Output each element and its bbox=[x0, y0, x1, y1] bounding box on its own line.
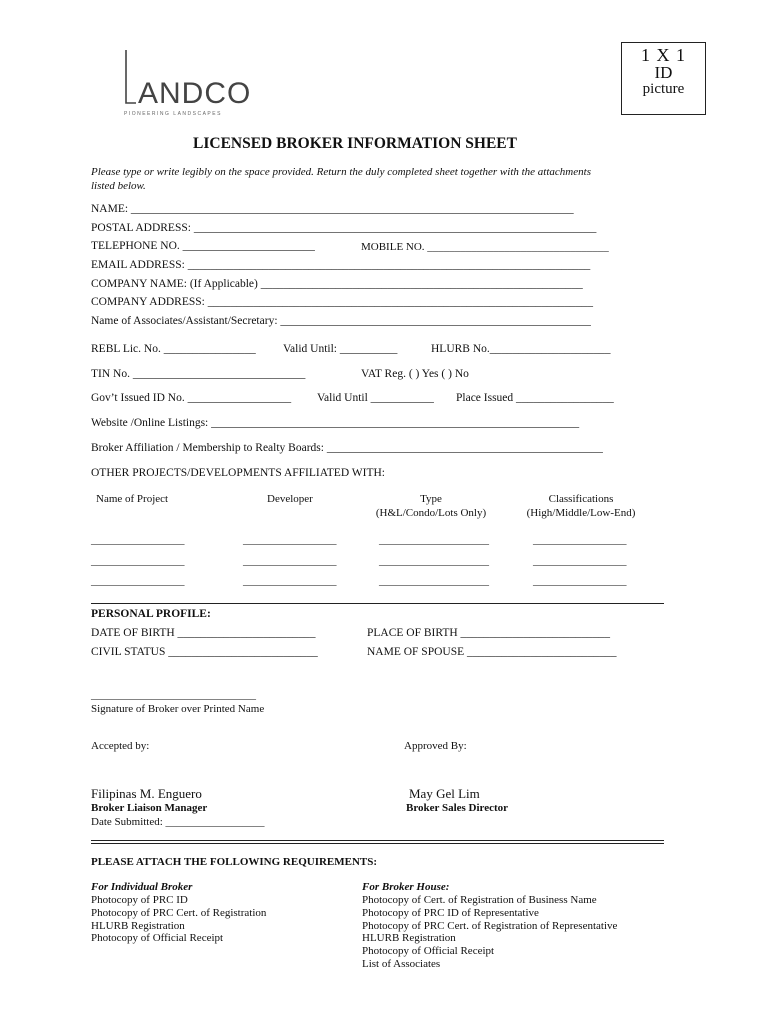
logo-brand-text: ANDCO bbox=[138, 77, 252, 110]
project-row-3-developer[interactable]: _________________ bbox=[243, 575, 337, 587]
col-name-of-project: Name of Project bbox=[96, 493, 169, 505]
id-picture-line1: 1 X 1 bbox=[641, 45, 686, 65]
broker-house-title: For Broker House: bbox=[362, 881, 450, 893]
house-req-4: HLURB Registration bbox=[362, 932, 456, 944]
signature-line[interactable]: ______________________________ bbox=[91, 689, 256, 701]
requirements-divider bbox=[91, 840, 664, 844]
col-type: Type bbox=[420, 493, 442, 505]
requirements-heading: PLEASE ATTACH THE FOLLOWING REQUIREMENTS: bbox=[91, 856, 378, 868]
name-field[interactable]: NAME: _____________________________________________________________________________ bbox=[91, 203, 574, 215]
house-req-5: Photocopy of Official Receipt bbox=[362, 945, 495, 957]
project-row-3-type[interactable]: ____________________ bbox=[379, 575, 489, 587]
logo-tagline-text: PIONEERING LANDSCAPES bbox=[124, 111, 222, 117]
approver-name: May Gel Lim bbox=[409, 786, 480, 801]
accepter-name: Filipinas M. Enguero bbox=[91, 786, 202, 801]
section-divider bbox=[91, 603, 664, 604]
project-row-1-name[interactable]: _________________ bbox=[91, 534, 185, 546]
place-of-birth-field[interactable]: PLACE OF BIRTH __________________________ bbox=[367, 627, 611, 639]
date-of-birth-field[interactable]: DATE OF BIRTH ________________________ bbox=[91, 627, 316, 639]
project-row-1-type[interactable]: ____________________ bbox=[379, 534, 489, 546]
id-picture-line3: picture bbox=[642, 81, 685, 97]
approved-by-label: Approved By: bbox=[404, 740, 467, 752]
website-field[interactable]: Website /Online Listings: ________________________________________________________________ bbox=[91, 417, 580, 429]
signature-label: Signature of Broker over Printed Name bbox=[91, 703, 265, 715]
associates-field[interactable]: Name of Associates/Assistant/Secretary: ______________________________________________________ bbox=[91, 315, 591, 327]
col-developer: Developer bbox=[267, 493, 313, 505]
tin-field[interactable]: TIN No. ______________________________ bbox=[91, 368, 306, 380]
accepted-by-label: Accepted by: bbox=[91, 740, 150, 752]
project-row-2-type[interactable]: ____________________ bbox=[379, 555, 489, 567]
individual-req-2: Photocopy of PRC Cert. of Registration bbox=[91, 907, 267, 919]
name-of-spouse-field[interactable]: NAME OF SPOUSE __________________________ bbox=[367, 646, 617, 658]
project-row-1-developer[interactable]: _________________ bbox=[243, 534, 337, 546]
valid-until-field[interactable]: Valid Until: __________ bbox=[283, 343, 398, 355]
house-req-6: List of Associates bbox=[362, 958, 441, 970]
accepter-role: Broker Liaison Manager bbox=[91, 802, 208, 814]
col-type-sub: (H&L/Condo/Lots Only) bbox=[375, 507, 487, 519]
govt-valid-until-field[interactable]: Valid Until ___________ bbox=[317, 392, 434, 404]
company-address-field[interactable]: COMPANY ADDRESS: ___________________________________________________________________ bbox=[91, 296, 593, 308]
date-submitted-field[interactable]: Date Submitted: __________________ bbox=[91, 816, 265, 828]
house-req-2: Photocopy of PRC ID of Representative bbox=[362, 907, 539, 919]
affiliation-field[interactable]: Broker Affiliation / Membership to Realty Boards: ________________________________________________ bbox=[91, 442, 603, 454]
projects-heading: OTHER PROJECTS/DEVELOPMENTS AFFILIATED WITH: bbox=[91, 467, 386, 479]
id-picture-line2: ID bbox=[654, 63, 673, 82]
project-row-2-class[interactable]: _________________ bbox=[533, 555, 627, 567]
house-req-3: Photocopy of PRC Cert. of Registration of Representative bbox=[362, 920, 618, 932]
mobile-field[interactable]: MOBILE NO. _________________________________ bbox=[361, 241, 609, 253]
email-field[interactable]: EMAIL ADDRESS: ______________________________________________________________________ bbox=[91, 259, 591, 271]
page-title: LICENSED BROKER INFORMATION SHEET bbox=[193, 135, 517, 152]
individual-req-4: Photocopy of Official Receipt bbox=[91, 932, 224, 944]
id-picture-box bbox=[621, 42, 706, 115]
govt-id-field[interactable]: Gov’t Issued ID No. __________________ bbox=[91, 392, 292, 404]
landco-logo-mark bbox=[122, 48, 282, 118]
personal-profile-heading: PERSONAL PROFILE: bbox=[91, 608, 211, 620]
individual-req-1: Photocopy of PRC ID bbox=[91, 894, 188, 906]
vat-reg-field[interactable]: VAT Reg. ( ) Yes ( ) No bbox=[361, 368, 469, 380]
telephone-field[interactable]: TELEPHONE NO. _______________________ bbox=[91, 240, 315, 252]
individual-req-3: HLURB Registration bbox=[91, 920, 185, 932]
project-row-2-name[interactable]: _________________ bbox=[91, 555, 185, 567]
instructions-line1: Please type or write legibly on the space provided. Return the duly completed sheet together with the attachments bbox=[91, 166, 591, 178]
landco-logo bbox=[122, 48, 282, 118]
project-row-3-class[interactable]: _________________ bbox=[533, 575, 627, 587]
project-row-3-name[interactable]: _________________ bbox=[91, 575, 185, 587]
instructions-line2: listed below. bbox=[91, 180, 146, 192]
project-row-1-class[interactable]: _________________ bbox=[533, 534, 627, 546]
place-issued-field[interactable]: Place Issued _________________ bbox=[456, 392, 614, 404]
hlurb-field[interactable]: HLURB No._____________________ bbox=[431, 343, 611, 355]
col-classifications-label: Classifications bbox=[548, 493, 614, 505]
civil-status-field[interactable]: CIVIL STATUS __________________________ bbox=[91, 646, 318, 658]
project-row-2-developer[interactable]: _________________ bbox=[243, 555, 337, 567]
individual-broker-title: For Individual Broker bbox=[91, 881, 193, 893]
company-name-field[interactable]: COMPANY NAME: (If Applicable) ________________________________________________________ bbox=[91, 278, 583, 290]
rebl-field[interactable]: REBL Lic. No. ________________ bbox=[91, 343, 256, 355]
postal-address-field[interactable]: POSTAL ADDRESS: ______________________________________________________________________ bbox=[91, 222, 597, 234]
approver-role: Broker Sales Director bbox=[406, 802, 509, 814]
col-classifications-sub: (High/Middle/Low-End) bbox=[526, 507, 636, 519]
house-req-1: Photocopy of Cert. of Registration of Business Name bbox=[362, 894, 597, 906]
